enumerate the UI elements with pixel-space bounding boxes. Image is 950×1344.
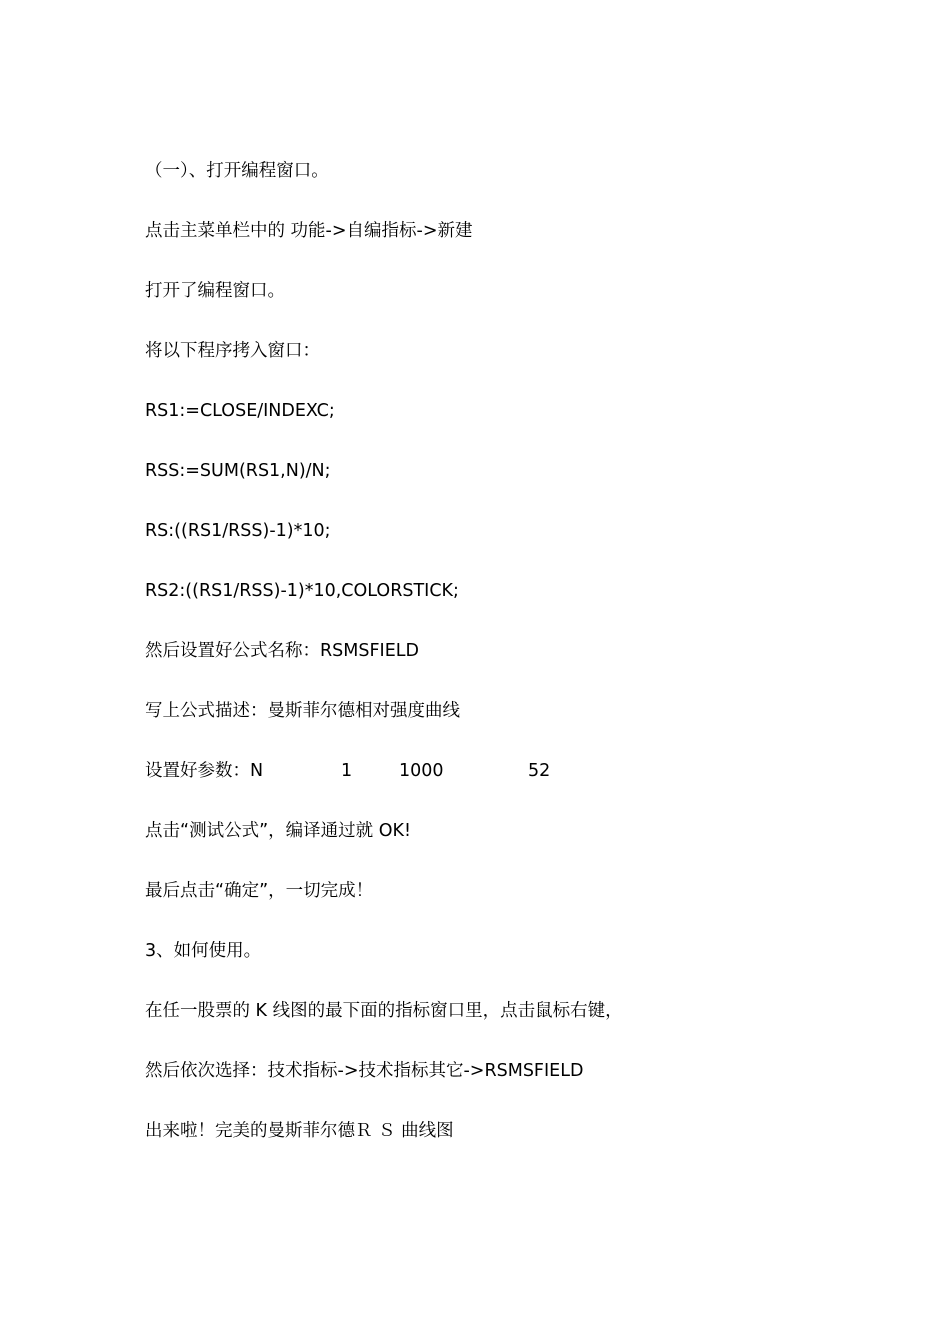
parameter-label: 设置好参数：N [145,761,264,781]
instruction-line: 在任一股票的 K 线图的最下面的指标窗口里，点击鼠标右键， [145,1001,623,1021]
parameter-min: 1 [341,761,353,781]
instruction-line: 点击“测试公式”，编译通过就 OK! [145,821,411,841]
parameter-row [145,759,645,783]
instruction-line: 打开了编程窗口。 [145,281,285,301]
instruction-line: 点击主菜单栏中的 功能->自编指标->新建 [145,221,473,241]
code-line: RS2:((RS1/RSS)-1)*10,COLORSTICK; [145,581,459,601]
code-line: RSS:=SUM(RS1,N)/N; [145,461,331,481]
parameter-max: 1000 [399,761,444,781]
section-heading: （一）、打开编程窗口。 [145,161,329,181]
instruction-line: 写上公式描述：曼斯菲尔德相对强度曲线 [145,701,460,721]
section-heading: 3、如何使用。 [145,941,262,961]
instruction-line: 然后依次选择：技术指标->技术指标其它->RSMSFIELD [145,1061,584,1081]
code-line: RS:((RS1/RSS)-1)*10; [145,521,331,541]
instruction-line: 最后点击“确定”，一切完成！ [145,881,374,901]
instruction-line: 然后设置好公式名称：RSMSFIELD [145,641,419,661]
code-line: RS1:=CLOSE/INDEXC; [145,401,335,421]
instruction-line: 将以下程序拷入窗口： [145,341,320,361]
instruction-line: 出来啦！完美的曼斯菲尔德Ｒ Ｓ 曲线图 [145,1121,454,1141]
parameter-default: 52 [528,761,551,781]
